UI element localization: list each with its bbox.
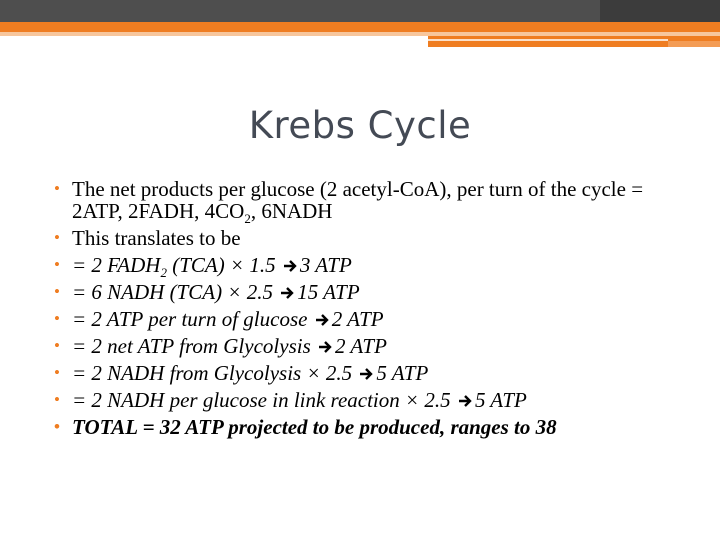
right-arrow-icon [283,259,298,273]
bullet-result: 15 ATP [297,280,360,304]
bullet-result: 2 ATP [331,307,384,331]
bullet-result: 2 ATP [335,334,387,358]
bullet-translates [54,227,674,249]
bullet-dot-icon: • [54,363,60,382]
thin-stripe [428,39,668,41]
bullet-text-mid: (TCA) × 1.5 [166,253,281,277]
bullet-result: 3 ATP [299,253,352,277]
bullet-list [54,178,674,443]
subscript: 2 [160,265,167,281]
bullet-dot-icon: • [54,255,60,274]
bullet-dot-icon: • [54,390,60,409]
bullet-text: The net products per glucose (2 acetyl-CoA), per turn of the cycle = 2ATP, 2FADH, 4CO [72,177,644,223]
bullet-net-products [54,177,674,227]
bullet-glycolysis-nadh [54,362,674,384]
right-arrow-icon [280,286,295,300]
bullet-total [54,416,674,438]
bullet-nadh-tca [54,281,674,303]
bullet-text: = 2 NADH from Glycolysis × 2.5 [72,361,358,385]
bullet-text: = 2 net ATP from Glycolysis [72,334,316,358]
orange-stripe-end [668,41,720,47]
bullet-fadh2 [54,253,674,281]
bullet-text: This translates to be [72,226,241,250]
bullet-dot-icon: • [54,179,60,198]
bullet-text-end: , 6NADH [250,199,333,223]
bullet-link-reaction [54,389,674,411]
right-arrow-icon [458,394,473,408]
bullet-dot-icon: • [54,309,60,328]
top-bar-accent [600,0,720,22]
subscript: 2 [244,211,251,227]
bullet-dot-icon: • [54,417,60,436]
bullet-text: = 2 FADH [72,253,161,277]
bullet-text: TOTAL = 32 ATP projected to be produced, ranges to 38 [72,415,557,439]
bullet-text: = 2 NADH per glucose in link reaction × 2.5 [72,388,456,412]
right-arrow-icon [318,340,333,354]
bullet-dot-icon: • [54,336,60,355]
bullet-atp-turn [54,308,674,330]
bullet-text: = 6 NADH (TCA) × 2.5 [72,280,279,304]
slide-title: Krebs Cycle [248,104,472,147]
bullet-text: = 2 ATP per turn of glucose [72,307,313,331]
orange-stripe [0,22,720,32]
bullet-dot-icon: • [54,282,60,301]
right-arrow-icon [315,313,330,327]
right-arrow-icon [359,367,374,381]
bullet-result: 5 ATP [474,388,527,412]
bullet-result: 5 ATP [376,361,429,385]
bullet-dot-icon: • [54,228,60,247]
bullet-glycolysis-atp [54,335,674,357]
